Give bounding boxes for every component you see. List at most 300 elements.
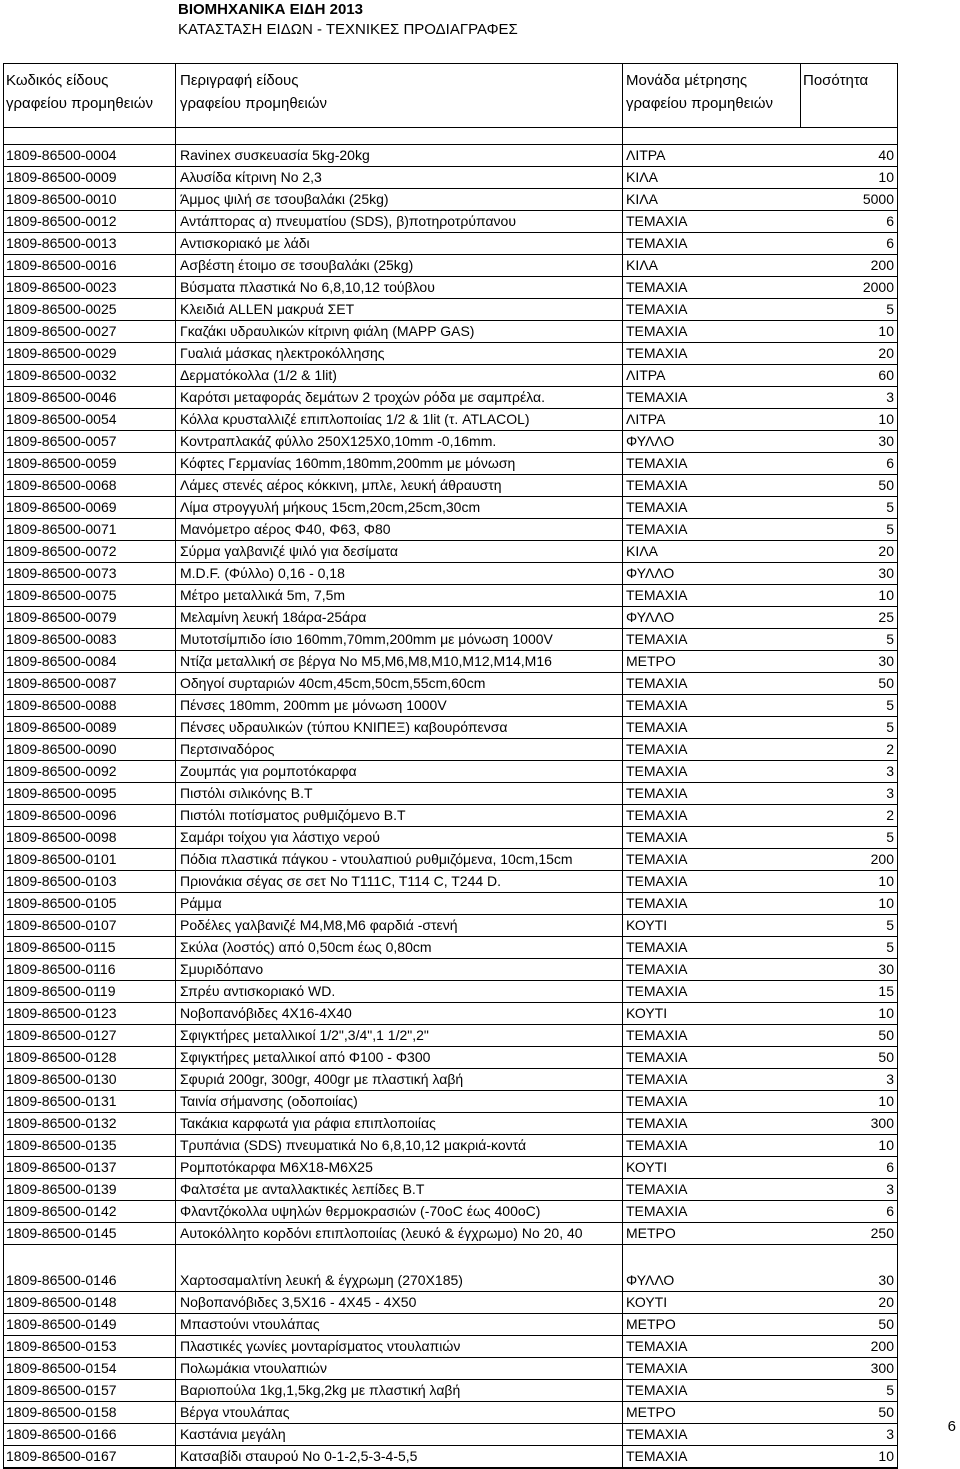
item-code: 1809-86500-0046 (6, 389, 117, 405)
item-description: Γκαζάκι υδραυλικών κίτρινη φιάλη (MAPP GAS) (180, 323, 475, 339)
item-description: Σπρέυ αντισκοριακό WD. (180, 983, 336, 999)
item-quantity: 200 (870, 1338, 894, 1354)
item-code: 1809-86500-0083 (6, 631, 117, 647)
document-title: ΒΙΟΜΗΧΑΝΙΚΑ ΕΙΔΗ 2013 (178, 1, 363, 18)
item-description: Κόλλα κρυσταλλιζέ επιπλοποιίας 1/2 & 1lit (τ. ATLACOL) (180, 411, 530, 427)
item-code: 1809-86500-0092 (6, 763, 117, 779)
item-quantity: 30 (878, 433, 894, 449)
item-code: 1809-86500-0068 (6, 477, 117, 493)
item-unit: ΤΕΜΑΧΙΑ (626, 895, 688, 911)
item-unit: ΦΥΛΛΟ (626, 565, 675, 581)
table-row (4, 827, 897, 849)
item-code: 1809-86500-0095 (6, 785, 117, 801)
item-description: M.D.F. (Φύλλο) 0,16 - 0,18 (180, 565, 345, 581)
column-header-line: Κωδικός είδους (6, 72, 109, 89)
item-description: Ντίζα μεταλλική σε βέργα Νο Μ5,Μ6,Μ8,Μ10,Μ12,Μ14,Μ16 (180, 653, 552, 669)
item-unit: ΤΕΜΑΧΙΑ (626, 1181, 688, 1197)
item-description: Σκύλα (λοστός) από 0,50cm έως 0,80cm (180, 939, 432, 955)
item-description: Σαμάρι τοίχου για λάστιχο νερού (180, 829, 380, 845)
table-row (4, 1336, 897, 1358)
item-description: Φαλτσέτα με ανταλλακτικές λεπίδες Β.Τ (180, 1181, 425, 1197)
table-row (4, 981, 897, 1003)
item-code: 1809-86500-0013 (6, 235, 117, 251)
table-row (4, 739, 897, 761)
table-row (4, 1047, 897, 1069)
item-code: 1809-86500-0057 (6, 433, 117, 449)
item-description: Ravinex συσκευασία 5kg-20kg (180, 147, 370, 163)
item-description: Λίμα στρογγυλή μήκους 15cm,20cm,25cm,30cm (180, 499, 481, 515)
item-quantity: 3 (886, 1071, 894, 1087)
item-quantity: 50 (878, 1404, 894, 1420)
item-code: 1809-86500-0084 (6, 653, 117, 669)
item-code: 1809-86500-0154 (6, 1360, 117, 1376)
item-code: 1809-86500-0135 (6, 1137, 117, 1153)
item-code: 1809-86500-0116 (6, 961, 116, 977)
item-quantity: 10 (878, 323, 894, 339)
item-quantity: 5 (886, 917, 894, 933)
item-description: Φλαντζόκολλα υψηλών θερμοκρασιών (-70οC έως 400oC) (180, 1203, 541, 1219)
item-unit: ΤΕΜΑΧΙΑ (626, 719, 688, 735)
item-code: 1809-86500-0148 (6, 1294, 117, 1310)
item-code: 1809-86500-0059 (6, 455, 117, 471)
table-row (4, 255, 897, 277)
item-description: Ρομποτόκαρφα Μ6Χ18-Μ6Χ25 (180, 1159, 373, 1175)
item-unit: ΤΕΜΑΧΙΑ (626, 279, 688, 295)
item-quantity: 30 (878, 565, 894, 581)
item-quantity: 200 (870, 851, 894, 867)
item-code: 1809-86500-0158 (6, 1404, 117, 1420)
column-header-line: Περιγραφή είδους (180, 72, 299, 89)
item-quantity: 30 (878, 961, 894, 977)
table-row (4, 695, 897, 717)
table-row (4, 1069, 897, 1091)
table-row (4, 277, 897, 299)
table-row (4, 805, 897, 827)
table-row (4, 409, 897, 431)
item-quantity: 10 (878, 873, 894, 889)
item-quantity: 3 (886, 785, 894, 801)
item-description: Τακάκια καρφωτά για ράφια επιπλοποιίας (180, 1115, 436, 1131)
item-description: Σύρμα γαλβανιζέ ψιλό για δεσίματα (180, 543, 398, 559)
item-code: 1809-86500-0087 (6, 675, 117, 691)
item-description: Κοντραπλακάζ φύλλο 250Χ125Χ0,10mm -0,16mm. (180, 433, 497, 449)
column-divider (175, 64, 176, 1468)
item-description: Μέτρο μεταλλικά 5m, 7,5m (180, 587, 346, 603)
item-description: Άμμος ψιλή σε τσουβαλάκι (25kg) (180, 191, 389, 207)
item-code: 1809-86500-0096 (6, 807, 117, 823)
item-unit: ΜΕΤΡΟ (626, 1316, 676, 1332)
item-unit: ΛΙΤΡΑ (626, 367, 666, 383)
item-unit: ΤΕΜΑΧΙΑ (626, 961, 688, 977)
item-code: 1809-86500-0069 (6, 499, 117, 515)
table-row (4, 475, 897, 497)
item-unit: ΤΕΜΑΧΙΑ (626, 477, 688, 493)
item-code: 1809-86500-0115 (6, 939, 116, 955)
item-description: Κόφτες Γερμανίας 160mm,180mm,200mm με μόνωση (180, 455, 516, 471)
table-row (4, 959, 897, 981)
item-quantity: 300 (870, 1115, 894, 1131)
table-row (4, 365, 897, 387)
item-unit: ΤΕΜΑΧΙΑ (626, 1071, 688, 1087)
item-unit: ΤΕΜΑΧΙΑ (626, 499, 688, 515)
item-unit: ΤΕΜΑΧΙΑ (626, 389, 688, 405)
item-description: Καρότσι μεταφοράς δεμάτων 2 τροχών ρόδα με σαμπρέλα. (180, 389, 545, 405)
item-quantity: 30 (878, 653, 894, 669)
table-row (4, 1424, 897, 1446)
item-code: 1809-86500-0103 (6, 873, 117, 889)
item-code: 1809-86500-0071 (6, 521, 117, 537)
item-description: Νοβοπανόβιδες 4Χ16-4Χ40 (180, 1005, 352, 1021)
item-description: Μελαμίνη λευκή 18άρα-25άρα (180, 609, 367, 625)
item-description: Αντισκοριακό με λάδι (180, 235, 310, 251)
item-unit: ΚΙΛΑ (626, 257, 658, 273)
item-quantity: 6 (886, 213, 894, 229)
item-code: 1809-86500-0146 (6, 1272, 117, 1288)
item-description: Ασβέστη έτοιμο σε τσουβαλάκι (25kg) (180, 257, 414, 273)
item-code: 1809-86500-0149 (6, 1316, 117, 1332)
item-description: Βέργα ντουλάπας (180, 1404, 290, 1420)
item-code: 1809-86500-0032 (6, 367, 117, 383)
item-quantity: 5 (886, 697, 894, 713)
table-row (4, 563, 897, 585)
item-quantity: 5 (886, 719, 894, 735)
items-table (3, 63, 898, 1469)
item-quantity: 25 (878, 609, 894, 625)
table-row (4, 1292, 897, 1314)
table-row (4, 585, 897, 607)
item-unit: ΜΕΤΡΟ (626, 1225, 676, 1241)
item-description: Σφιγκτήρες μεταλλικοί από Φ100 - Φ300 (180, 1049, 431, 1065)
table-row (4, 1358, 897, 1380)
item-unit: ΚΙΛΑ (626, 169, 658, 185)
item-quantity: 10 (878, 895, 894, 911)
item-unit: ΤΕΜΑΧΙΑ (626, 213, 688, 229)
table-row (4, 651, 897, 673)
item-code: 1809-86500-0054 (6, 411, 117, 427)
item-description: Σφιγκτήρες μεταλλικοί 1/2",3/4",1 1/2",2" (180, 1027, 429, 1043)
item-quantity: 10 (878, 1137, 894, 1153)
item-quantity: 3 (886, 1426, 894, 1442)
item-description: Πριονάκια σέγας σε σετ Νο Τ111C, T114 C, T244 D. (180, 873, 502, 889)
item-quantity: 15 (878, 983, 894, 999)
item-code: 1809-86500-0157 (6, 1382, 117, 1398)
item-code: 1809-86500-0012 (6, 213, 117, 229)
item-code: 1809-86500-0101 (6, 851, 117, 867)
item-quantity: 3 (886, 1181, 894, 1197)
item-quantity: 6 (886, 1203, 894, 1219)
table-row (4, 1003, 897, 1025)
item-unit: ΚΟΥΤΙ (626, 917, 668, 933)
item-quantity: 60 (878, 367, 894, 383)
item-unit: ΤΕΜΑΧΙΑ (626, 1448, 688, 1464)
table-row (4, 629, 897, 651)
table-row (4, 167, 897, 189)
column-header-line: Μονάδα μέτρησης (626, 72, 748, 89)
item-code: 1809-86500-0167 (6, 1448, 117, 1464)
item-unit: ΤΕΜΑΧΙΑ (626, 631, 688, 647)
item-code: 1809-86500-0166 (6, 1426, 117, 1442)
item-quantity: 20 (878, 1294, 894, 1310)
item-unit: ΤΕΜΑΧΙΑ (626, 1115, 688, 1131)
item-description: Πλαστικές γωνίες μονταρίσματος ντουλαπιών (180, 1338, 461, 1354)
item-description: Χαρτοσαμαλτίνη λευκή & έγχρωμη (270Χ185) (180, 1272, 463, 1288)
item-description: Πένσες υδραυλικών (τύπου ΚΝΙΠΕΞ) καβουρόπενσα (180, 719, 508, 735)
item-unit: ΤΕΜΑΧΙΑ (626, 785, 688, 801)
column-header-line: γραφείου προμηθειών (626, 95, 773, 112)
item-description: Μπαστούνι ντουλάπας (180, 1316, 320, 1332)
table-row (4, 1402, 897, 1424)
item-unit: ΜΕΤΡΟ (626, 653, 676, 669)
table-row (4, 1380, 897, 1402)
table-header (4, 64, 897, 128)
item-description: Ροδέλες γαλβανιζέ Μ4,Μ8,Μ6 φαρδιά -στενή (180, 917, 458, 933)
item-unit: ΤΕΜΑΧΙΑ (626, 851, 688, 867)
item-unit: ΤΕΜΑΧΙΑ (626, 301, 688, 317)
item-unit: ΤΕΜΑΧΙΑ (626, 829, 688, 845)
item-unit: ΤΕΜΑΧΙΑ (626, 1049, 688, 1065)
item-quantity: 5 (886, 829, 894, 845)
item-code: 1809-86500-0004 (6, 147, 117, 163)
table-row (4, 321, 897, 343)
item-description: Ράμμα (180, 895, 222, 911)
table-row (4, 1091, 897, 1113)
table-row (4, 497, 897, 519)
item-quantity: 20 (878, 345, 894, 361)
item-quantity: 10 (878, 1005, 894, 1021)
item-description: Πολωμάκια ντουλαπιών (180, 1360, 327, 1376)
item-code: 1809-86500-0072 (6, 543, 117, 559)
item-unit: ΛΙΤΡΑ (626, 147, 666, 163)
item-code: 1809-86500-0025 (6, 301, 117, 317)
table-row (4, 233, 897, 255)
item-code: 1809-86500-0079 (6, 609, 117, 625)
item-unit: ΦΥΛΛΟ (626, 433, 675, 449)
item-unit: ΜΕΤΡΟ (626, 1404, 676, 1420)
item-code: 1809-86500-0090 (6, 741, 117, 757)
table-row (4, 1201, 897, 1223)
table-spacer-row (4, 128, 897, 145)
table-row (4, 387, 897, 409)
item-unit: ΚΙΛΑ (626, 543, 658, 559)
item-code: 1809-86500-0128 (6, 1049, 117, 1065)
item-description: Πιστόλι ποτίσματος ρυθμιζόμενο Β.Τ (180, 807, 406, 823)
item-description: Βύσματα πλαστικά Νο 6,8,10,12 τούβλου (180, 279, 435, 295)
item-unit: ΤΕΜΑΧΙΑ (626, 235, 688, 251)
item-code: 1809-86500-0023 (6, 279, 117, 295)
item-code: 1809-86500-0142 (6, 1203, 117, 1219)
item-description: Τρυπάνια (SDS) πνευματικά Νο 6,8,10,12 μακριά-κοντά (180, 1137, 527, 1153)
item-unit: ΤΕΜΑΧΙΑ (626, 763, 688, 779)
item-description: Μανόμετρο αέρος Φ40, Φ63, Φ80 (180, 521, 391, 537)
table-row (4, 431, 897, 453)
item-quantity: 5 (886, 301, 894, 317)
item-quantity: 10 (878, 411, 894, 427)
table-row (4, 607, 897, 629)
item-quantity: 2 (886, 741, 894, 757)
item-description: Πένσες 180mm, 200mm με μόνωση 1000V (180, 697, 447, 713)
item-quantity: 50 (878, 1027, 894, 1043)
table-row (4, 299, 897, 321)
table-row (4, 937, 897, 959)
item-quantity: 5 (886, 521, 894, 537)
item-quantity: 300 (870, 1360, 894, 1376)
item-description: Γυαλιά μάσκας ηλεκτροκόλλησης (180, 345, 385, 361)
table-row (4, 145, 897, 167)
item-quantity: 2 (886, 807, 894, 823)
item-unit: ΤΕΜΑΧΙΑ (626, 1137, 688, 1153)
item-code: 1809-86500-0089 (6, 719, 117, 735)
item-code: 1809-86500-0139 (6, 1181, 117, 1197)
table-row (4, 453, 897, 475)
table-row (4, 761, 897, 783)
item-quantity: 50 (878, 1316, 894, 1332)
column-header-code (6, 69, 153, 115)
item-unit: ΦΥΛΛΟ (626, 1272, 675, 1288)
item-description: Σμυριδόπανο (180, 961, 264, 977)
item-unit: ΚΟΥΤΙ (626, 1005, 668, 1021)
column-header-description (180, 69, 327, 115)
item-description: Πόδια πλαστικά πάγκου - ντουλαπιού ρυθμιζόμενα, 10cm,15cm (180, 851, 573, 867)
item-unit: ΤΕΜΑΧΙΑ (626, 1360, 688, 1376)
table-row (4, 673, 897, 695)
item-quantity: 5 (886, 1382, 894, 1398)
table-row (4, 541, 897, 563)
item-description: Ζουμπάς για ρομποτόκαρφα (180, 763, 357, 779)
table-row (4, 1270, 897, 1292)
table-row (4, 1113, 897, 1135)
item-description: Οδηγοί συρταριών 40cm,45cm,50cm,55cm,60cm (180, 675, 486, 691)
item-quantity: 40 (878, 147, 894, 163)
item-unit: ΤΕΜΑΧΙΑ (626, 323, 688, 339)
item-quantity: 250 (870, 1225, 894, 1241)
item-quantity: 5 (886, 631, 894, 647)
item-unit: ΤΕΜΑΧΙΑ (626, 675, 688, 691)
item-quantity: 5 (886, 499, 894, 515)
item-description: Κατσαβίδι σταυρού Νο 0-1-2,5-3-4-5,5 (180, 1448, 418, 1464)
table-row (4, 849, 897, 871)
table-row (4, 1446, 897, 1468)
item-unit: ΤΕΜΑΧΙΑ (626, 697, 688, 713)
column-divider (800, 64, 801, 127)
page-number: 6 (947, 1418, 956, 1435)
item-unit: ΤΕΜΑΧΙΑ (626, 983, 688, 999)
item-quantity: 10 (878, 169, 894, 185)
item-unit: ΚΟΥΤΙ (626, 1294, 668, 1310)
document-subtitle: ΚΑΤΑΣΤΑΣΗ ΕΙΔΩΝ - ΤΕΧΝΙΚΕΣ ΠΡΟΔΙΑΓΡΑΦΕΣ (178, 21, 518, 38)
item-code: 1809-86500-0105 (6, 895, 117, 911)
item-quantity: 3 (886, 389, 894, 405)
table-row (4, 783, 897, 805)
table-row (4, 1314, 897, 1336)
table-row (4, 1223, 897, 1245)
item-unit: ΤΕΜΑΧΙΑ (626, 1338, 688, 1354)
table-row (4, 871, 897, 893)
column-header-line: Ποσότητα (803, 72, 869, 89)
item-description: Αλυσίδα κίτρινη Νο 2,3 (180, 169, 322, 185)
item-unit: ΤΕΜΑΧΙΑ (626, 521, 688, 537)
item-description: Περτσιναδόρος (180, 741, 275, 757)
item-description: Καστάνια μεγάλη (180, 1426, 286, 1442)
item-description: Αντάπτορας α) πνευματίου (SDS), β)ποτηροτρύπανου (180, 213, 516, 229)
table-row (4, 519, 897, 541)
item-description: Σφυριά 200gr, 300gr, 400gr με πλαστική λαβή (180, 1071, 464, 1087)
item-quantity: 6 (886, 455, 894, 471)
table-row (4, 717, 897, 739)
item-code: 1809-86500-0029 (6, 345, 117, 361)
item-code: 1809-86500-0009 (6, 169, 117, 185)
item-unit: ΤΕΜΑΧΙΑ (626, 939, 688, 955)
item-quantity: 30 (878, 1272, 894, 1288)
column-header-line: γραφείου προμηθειών (180, 95, 327, 112)
item-code: 1809-86500-0145 (6, 1225, 117, 1241)
column-header-line: γραφείου προμηθειών (6, 95, 153, 112)
item-description: Πιστόλι σιλικόνης Β.Τ (180, 785, 313, 801)
item-code: 1809-86500-0027 (6, 323, 117, 339)
table-row (4, 343, 897, 365)
item-code: 1809-86500-0131 (6, 1093, 117, 1109)
item-unit: ΛΙΤΡΑ (626, 411, 666, 427)
table-row (4, 1157, 897, 1179)
table-body (4, 145, 897, 1468)
item-code: 1809-86500-0016 (6, 257, 117, 273)
column-header-quantity (803, 69, 868, 92)
item-unit: ΚΟΥΤΙ (626, 1159, 668, 1175)
item-quantity: 10 (878, 1093, 894, 1109)
table-gap-row (4, 1245, 897, 1270)
item-description: Δερματόκολλα (1/2 & 1lit) (180, 367, 337, 383)
item-unit: ΤΕΜΑΧΙΑ (626, 1027, 688, 1043)
item-quantity: 6 (886, 235, 894, 251)
item-unit: ΤΕΜΑΧΙΑ (626, 587, 688, 603)
table-row (4, 1025, 897, 1047)
item-quantity: 20 (878, 543, 894, 559)
item-description: Ταινία σήμανσης (οδοποιίας) (180, 1093, 358, 1109)
item-unit: ΤΕΜΑΧΙΑ (626, 807, 688, 823)
item-quantity: 10 (878, 1448, 894, 1464)
table-row (4, 893, 897, 915)
table-row (4, 915, 897, 937)
item-code: 1809-86500-0088 (6, 697, 117, 713)
item-description: Λάμες στενές αέρος κόκκινη, μπλε, λευκή άθραυστη (180, 477, 502, 493)
item-code: 1809-86500-0130 (6, 1071, 117, 1087)
item-unit: ΦΥΛΛΟ (626, 609, 675, 625)
item-description: Αυτοκόλλητο κορδόνι επιπλοποιίας (λευκό & έγχρωμο) Νο 20, 40 (180, 1225, 583, 1241)
item-code: 1809-86500-0137 (6, 1159, 117, 1175)
table-row (4, 189, 897, 211)
item-description: Μυτοτσίμπιδο ίσιο 160mm,70mm,200mm με μόνωση 1000V (180, 631, 553, 647)
item-code: 1809-86500-0098 (6, 829, 117, 845)
item-unit: ΤΕΜΑΧΙΑ (626, 873, 688, 889)
column-divider (622, 64, 623, 1468)
item-code: 1809-86500-0123 (6, 1005, 117, 1021)
item-code: 1809-86500-0010 (6, 191, 117, 207)
item-unit: ΚΙΛΑ (626, 191, 658, 207)
item-description: Νοβοπανόβιδες 3,5Χ16 - 4Χ45 - 4Χ50 (180, 1294, 417, 1310)
item-quantity: 5 (886, 939, 894, 955)
item-unit: ΤΕΜΑΧΙΑ (626, 345, 688, 361)
item-quantity: 50 (878, 675, 894, 691)
item-code: 1809-86500-0107 (6, 917, 117, 933)
item-unit: ΤΕΜΑΧΙΑ (626, 1382, 688, 1398)
item-unit: ΤΕΜΑΧΙΑ (626, 1093, 688, 1109)
item-unit: ΤΕΜΑΧΙΑ (626, 1203, 688, 1219)
item-code: 1809-86500-0132 (6, 1115, 117, 1131)
item-quantity: 200 (870, 257, 894, 273)
item-quantity: 50 (878, 477, 894, 493)
item-unit: ΤΕΜΑΧΙΑ (626, 455, 688, 471)
item-quantity: 10 (878, 587, 894, 603)
item-code: 1809-86500-0127 (6, 1027, 117, 1043)
